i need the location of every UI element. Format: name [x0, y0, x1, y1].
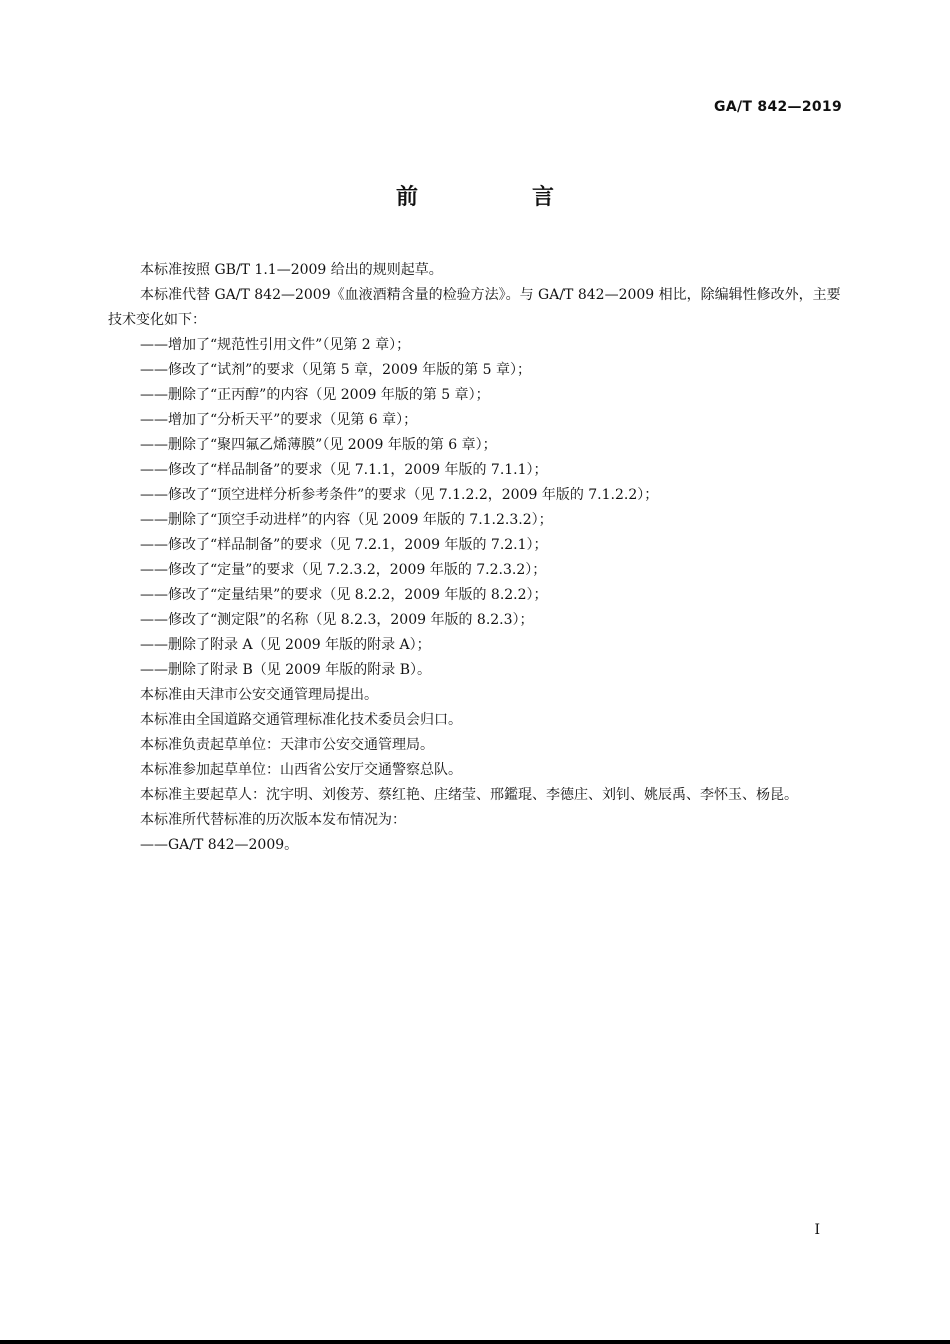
- change-item: ——修改了“定量”的要求（见 7.2.3.2，2009 年版的 7.2.3.2）；: [140, 562, 547, 578]
- change-item: ——删除了“聚四氟乙烯薄膜”（见 2009 年版的第 6 章）；: [140, 437, 497, 453]
- paragraph-proposer: 本标准由天津市公安交通管理局提出。: [140, 687, 378, 703]
- change-item: ——增加了“分析天平”的要求（见第 6 章）；: [140, 412, 418, 428]
- paragraph-drafting-rules: 本标准按照 GB/T 1.1—2009 给出的规则起草。: [140, 262, 443, 278]
- change-item: ——修改了“试剂”的要求（见第 5 章，2009 年版的第 5 章）；: [140, 362, 532, 378]
- version-history-list: [108, 833, 844, 858]
- change-item: ——修改了“样品制备”的要求（见 7.2.1，2009 年版的 7.2.1）；: [140, 537, 548, 553]
- technical-changes-list: [108, 333, 844, 683]
- page-title: 前 言: [395, 185, 600, 210]
- page-number: I: [814, 1222, 820, 1238]
- history-item: ——GA/T 842—2009。: [140, 837, 299, 853]
- change-item: ——增加了“规范性引用文件”（见第 2 章）；: [140, 337, 411, 353]
- change-item: ——删除了“顶空手动进样”的内容（见 2009 年版的 7.1.2.3.2）；: [140, 512, 553, 528]
- change-item: ——修改了“顶空进样分析参考条件”的要求（见 7.1.2.2，2009 年版的 7.1.2.2）；: [140, 487, 659, 503]
- paragraph-main-drafters: 本标准主要起草人：沈宇明、刘俊芳、蔡红艳、庄绪莹、邢鑑琨、李德庄、刘钊、姚辰禹、李怀玉、杨昆。: [140, 787, 798, 803]
- foreword-content: [108, 258, 844, 858]
- change-item: ——删除了附录 A（见 2009 年版的附录 A）；: [140, 637, 431, 653]
- paragraph-version-history: 本标准所代替标准的历次版本发布情况为：: [140, 812, 406, 828]
- bottom-rule: [0, 1340, 950, 1344]
- paragraph-committee: 本标准由全国道路交通管理标准化技术委员会归口。: [140, 712, 462, 728]
- change-item: ——删除了“正丙醇”的内容（见 2009 年版的第 5 章）；: [140, 387, 490, 403]
- change-item: ——修改了“测定限”的名称（见 8.2.3，2009 年版的 8.2.3）；: [140, 612, 534, 628]
- paragraph-lead-drafter: 本标准负责起草单位：天津市公安交通管理局。: [140, 737, 434, 753]
- change-item: ——修改了“定量结果”的要求（见 8.2.2，2009 年版的 8.2.2）；: [140, 587, 548, 603]
- standard-code: GA/T 842—2019: [714, 99, 842, 115]
- change-item: ——删除了附录 B（见 2009 年版的附录 B）。: [140, 662, 432, 678]
- change-item: ——修改了“样品制备”的要求（见 7.1.1，2009 年版的 7.1.1）；: [140, 462, 548, 478]
- paragraph-replacement: 本标准代替 GA/T 842—2009《血液酒精含量的检验方法》。与 GA/T 842—2009 相比，除编辑性修改外，主要技术变化如下：: [108, 287, 841, 328]
- paragraph-participating-drafter: 本标准参加起草单位：山西省公安厅交通警察总队。: [140, 762, 462, 778]
